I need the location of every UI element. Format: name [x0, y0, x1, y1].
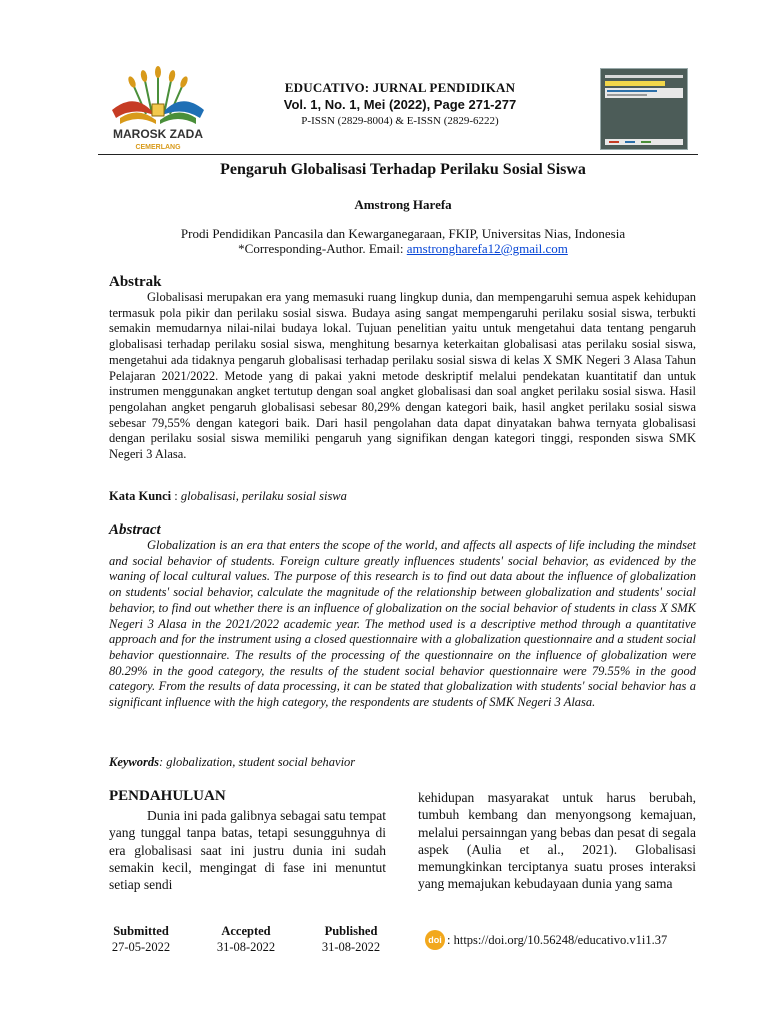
abstrak-heading: Abstrak — [109, 274, 162, 290]
keywords — [109, 755, 355, 770]
abstract-body: Globalization is an era that enters the scope of the world, and affects all aspects of life including the mindset and social behavior of students. Foreign culture greatly influences students' social behavior, as evidenced by the waning of local cultural values. The purpose of this research is to find out data about the influence of globalization on students' social behavior, calculate the magnitude of the relationship between globalization and students' social behavior, to find out whether there is an influence of globalization on the social behavior of students in class X SMK Negeri 3 Alasa in the 2021/2022 academic year. The method used is a descriptive method through a quantitative approach and for the instrument using a closed questionnaire with a globalization questionnaire and a student social behavior questionnaire. The results of the processing of the questionnaire on the influence of globalization were 80.29% in the good category, the results of the student social behavior questionnaire were 79.55% in the good category. From the results of data processing, it can be stated that globalization with students' social behavior has a significant influence with the high category, the respondents are students of SMK Negeri 3 Alasa. — [109, 538, 696, 710]
logo-emblem-icon — [106, 66, 210, 152]
journal-volume: Vol. 1, No. 1, Mei (2022), Page 271-277 — [283, 97, 517, 112]
introduction-heading: PENDAHULUAN — [109, 788, 226, 804]
paper-title: Pengaruh Globalisasi Terhadap Perilaku Sosial Siswa — [220, 161, 586, 178]
submitted-date: 27-05-2022 — [111, 940, 171, 954]
submitted-label: Submitted — [113, 924, 169, 938]
corresponding-author — [98, 241, 708, 257]
introduction-left-column: Dunia ini pada galibnya sebagai satu tempat yang tunggal tanpa batas, tetapi sesungguhnya di era globalisasi saat ini justru dunia ini sudah semakin kecil, mengingat di fase ini menuntut setiap sendi — [109, 808, 386, 893]
header-divider — [98, 154, 698, 155]
introduction-right-column: kehidupan masyarakat untuk harus berubah, tumbuh kembang dan menyongsong kemajuan, melalui persainngan yang bebas dan pesat di segala aspek (Aulia et al., 2021). Globalisasi memungkinkan terciptanya suatu proses interaksi yang memajukan kebudayaan dunia yang sama — [418, 790, 696, 892]
abstract-heading: Abstract — [109, 522, 161, 538]
journal-title: EDUCATIVO: JURNAL PENDIDIKAN — [284, 80, 516, 95]
journal-issn: P-ISSN (2829-8004) & E-ISSN (2829-6222) — [301, 115, 499, 127]
published-date: 31-08-2022 — [321, 940, 381, 954]
publisher-logo — [106, 66, 210, 152]
accepted-date: 31-08-2022 — [216, 940, 276, 954]
cover-image-icon — [601, 69, 687, 149]
keywords-value: : globalization, student social behavior — [159, 755, 356, 769]
kata-kunci-label: Kata Kunci — [109, 489, 172, 503]
doi-icon: doi — [425, 930, 445, 950]
doi-link[interactable]: : https://doi.org/10.56248/educativo.v1i1.37 — [447, 932, 668, 947]
author-affiliation: Prodi Pendidikan Pancasila dan Kewarganegaraan, FKIP, Universitas Nias, Indonesia — [180, 226, 626, 241]
kata-kunci-separator: : — [171, 489, 181, 503]
doi-line — [425, 930, 667, 950]
author-email-link[interactable]: amstrongharefa12@gmail.com — [406, 241, 568, 256]
author-name: Amstrong Harefa — [354, 197, 452, 212]
accepted-label: Accepted — [221, 924, 271, 938]
keywords-label: Keywords — [109, 755, 159, 769]
logo-subtext: CEMERLANG — [135, 144, 181, 151]
kata-kunci-value: globalisasi, perilaku sosial siswa — [180, 489, 347, 503]
corresponding-label: *Corresponding-Author. Email: — [238, 241, 407, 256]
logo-text: MAROSK ZADA — [113, 127, 203, 141]
published-label: Published — [324, 924, 378, 938]
journal-cover-thumbnail — [600, 68, 688, 150]
kata-kunci — [109, 489, 347, 504]
abstrak-body: Globalisasi merupakan era yang memasuki ruang lingkup dunia, dan mempengaruhi semua aspek kehidupan termasuk pola pikir dan perilaku sosial siswa. Budaya asing sangat mempengaruhi perilaku sosial siswa, terbukti semakin memudarnya nilai-nilai budaya lokal. Tujuan penelitian yaitu untuk mengetahui data tentang pengaruh globalisasi terhadap perilaku sosial siswa, menghitung besarnya keterkaitan globalisasi atas perilaku sosial siswa, mengetahui ada tidaknya pengaruh globalisasi terhadap perilaku sosial siswa di kelas X SMK Negeri 3 Alasa Tahun Pelajaran 2021/2022. Metode yang di pakai yakni metode deskriptif melalui pendekatan kuantitatif dan untuk instrumen menggunakan angket tertutup dengan soal angket globalisasi dan soal angket perilaku sosial siswa. Hasil pengolahan angket pengaruh globalisasi sebesar 80,29% dengan kategori baik, hasil angket perilaku sosial siswa sebesar 79,55% dengan kategori baik. Dari hasil pengolahan data dapat dinyatakan bahwa ternyata globalisasi dengan perilaku sosial siswa memiliki pengaruh yang signifikan dengan kategori tinggi, responden siswa SMK Negeri 3 Alasa. — [109, 290, 696, 462]
